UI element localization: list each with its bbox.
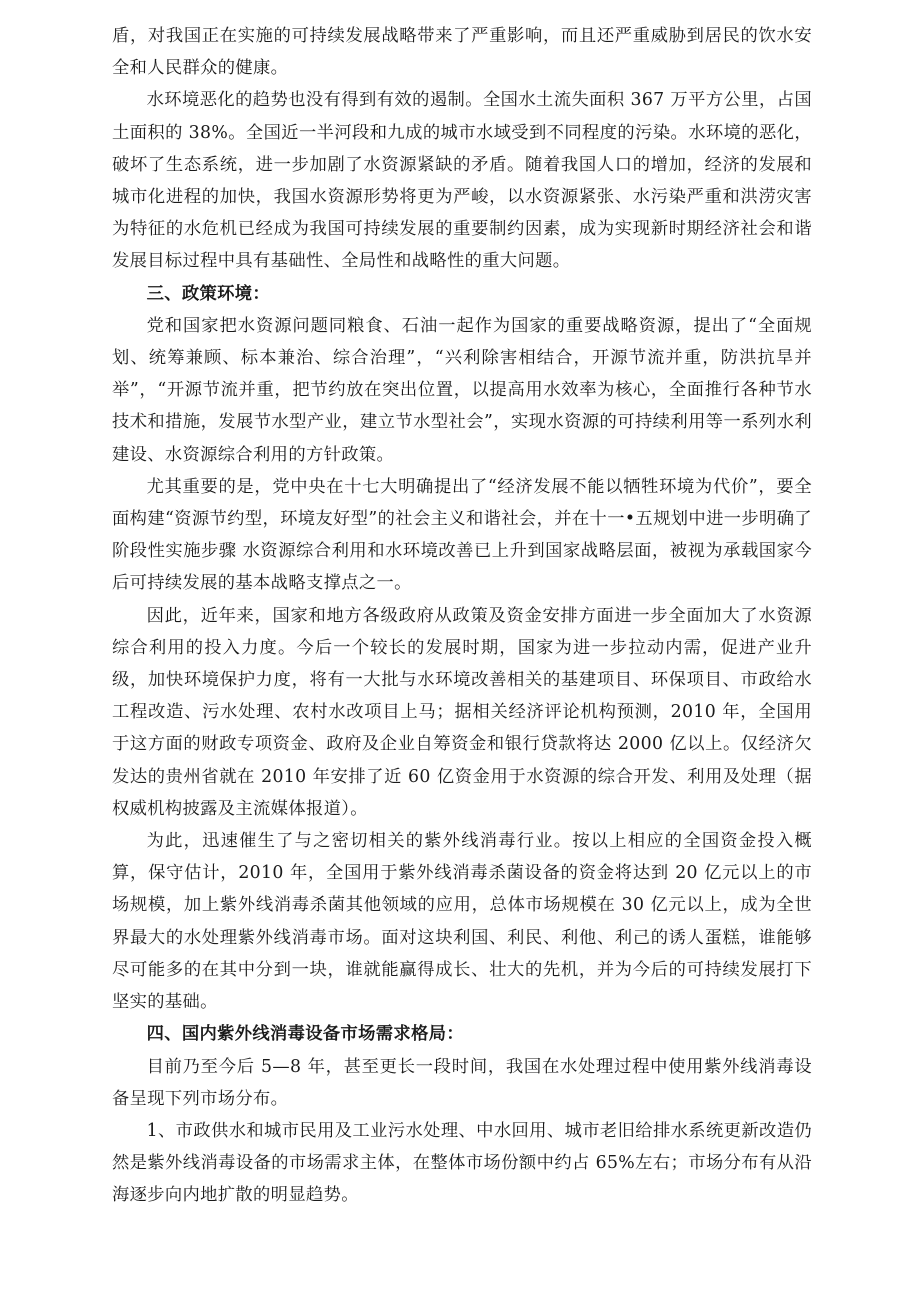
paragraph: 党和国家把水资源问题同粮食、石油一起作为国家的重要战略资源，提出了“全面规划、统筹兼顾、标本兼治、综合治理”，“兴利除害相结合，开源节流并重，防洪抗旱并举”，“开源节流并重，把节约放在突出位置，以提高用水效率为核心，全面推行各种节水技术和措施，发展节水型产业，建立节水型社会”，实现水资源的可持续利用等一系列水利建设、水资源综合利用的方针政策。 xyxy=(112,315,812,465)
paragraph: 水环境恶化的趋势也没有得到有效的遏制。全国水土流失面积 367 万平方公里，占国土面积的 38%。全国近一半河段和九成的城市水域受到不同程度的污染。水环境的恶化，破坏了生态系统，进一步加剧了水资源紧缺的矛盾。随着我国人口的增加，经济的发展和城市化进程的加快，我国水资源形势将更为严峻，以水资源紧张、水污染严重和洪涝灾害为特征的水危机已经成为我国可持续发展的重要制约因素，成为实现新时期经济社会和谐发展目标过程中具有基础性、全局性和战略性的重大问题。 xyxy=(112,90,812,272)
paragraph: 1、市政供水和城市民用及工业污水处理、中水回用、城市老旧给排水系统更新改造仍然是紫外线消毒设备的市场需求主体，在整体市场份额中约占 65%左右；市场分布有从沿海逐步向内地扩散的明显趋势。 xyxy=(112,1120,812,1206)
paragraph: 为此，迅速催生了与之密切相关的紫外线消毒行业。按以上相应的全国资金投入概算，保守估计，2010 年，全国用于紫外线消毒杀菌设备的资金将达到 20 亿元以上的市场规模，加上紫外线消毒杀菌其他领域的应用，总体市场规模在 30 亿元以上，成为全世界最大的水处理紫外线消毒市场。面对这块利国、利民、利他、利己的诱人蛋糕，谁能够尽可能多的在其中分到一块，谁就能赢得成长、壮大的先机，并为今后的可持续发展打下坚实的基础。 xyxy=(112,831,812,1013)
paragraph: 盾，对我国正在实施的可持续发展战略带来了严重影响，而且还严重威胁到居民的饮水安全和人民群众的健康。 xyxy=(112,26,812,79)
paragraph: 因此，近年来，国家和地方各级政府从政策及资金安排方面进一步全面加大了水资源综合利用的投入力度。今后一个较长的发展时期，国家为进一步拉动内需，促进产业升级，加快环境保护力度，将有一大批与水环境改善相关的基建项目、环保项目、市政给水工程改造、污水处理、农村水改项目上马；据相关经济评论机构预测，2010 年，全国用于这方面的财政专项资金、政府及企业自筹资金和银行贷款将达 2000 亿以上。仅经济欠发达的贵州省就在 2010 年安排了近 60 亿资金用于水资源的综合开发、利用及处理（据权威机构披露及主流媒体报道）。 xyxy=(112,605,812,819)
document-page xyxy=(112,20,812,1212)
section-heading: 三、政策环境： xyxy=(146,283,271,304)
paragraph: 尤其重要的是，党中央在十七大明确提出了“经济发展不能以牺牲环境为代价”，要全面构建“资源节约型，环境友好型”的社会主义和谐社会，并在十一•五规划中进一步明确了阶段性实施步骤 水资源综合利用和水环境改善已上升到国家战略层面，被视为承载国家今后可持续发展的基本战略支撑点之一。 xyxy=(112,476,812,594)
section-heading: 四、国内紫外线消毒设备市场需求格局： xyxy=(146,1024,464,1045)
paragraph: 目前乃至今后 5—8 年，甚至更长一段时间，我国在水处理过程中使用紫外线消毒设备呈现下列市场分布。 xyxy=(112,1056,812,1109)
